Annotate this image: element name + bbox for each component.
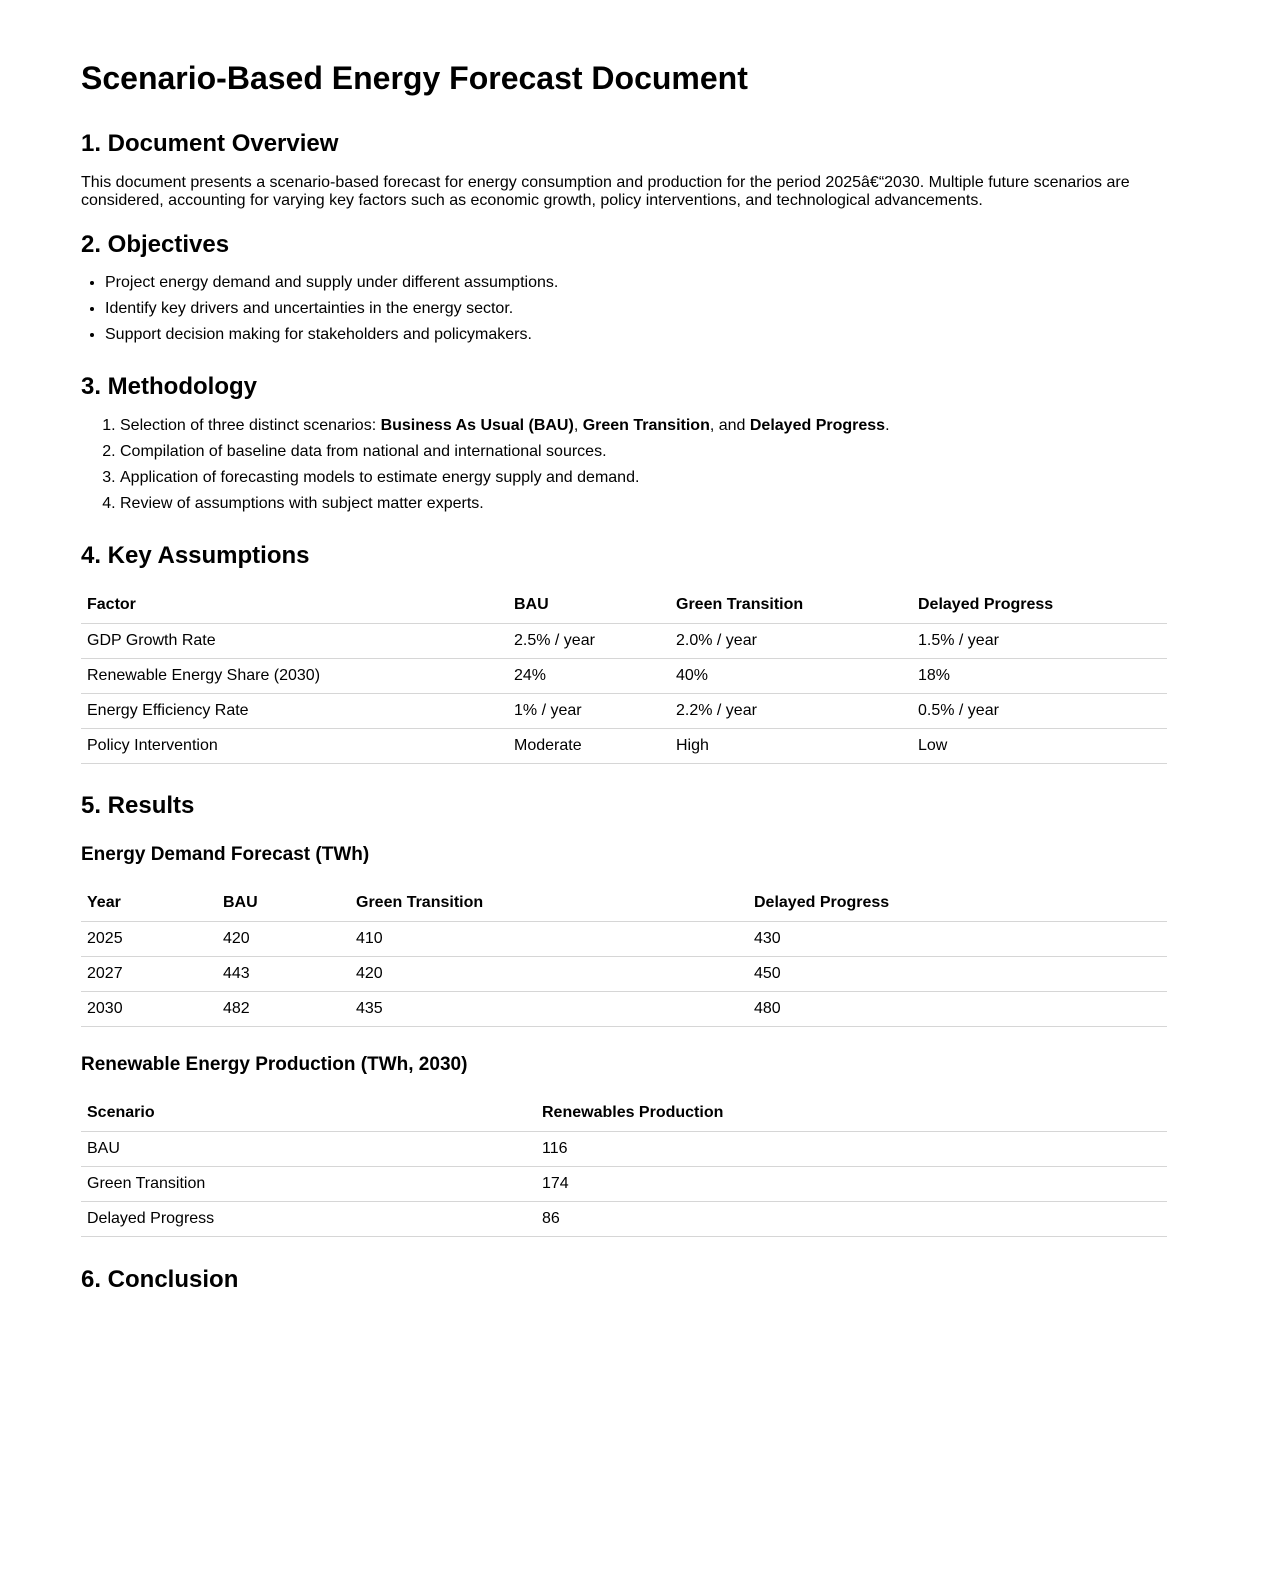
- column-header: Year: [81, 885, 217, 922]
- objectives-heading: 2. Objectives: [81, 231, 230, 258]
- table-cell: 420: [350, 957, 748, 992]
- step-text: ,: [573, 417, 583, 434]
- demand-forecast-heading: Energy Demand Forecast (TWh): [81, 844, 370, 865]
- table-header-row: [81, 587, 1167, 624]
- scenario-bau-name: Business As Usual (BAU): [380, 417, 574, 434]
- column-header: Delayed Progress: [748, 885, 1167, 922]
- table-row: [81, 1167, 1167, 1202]
- table-cell: 2027: [81, 957, 217, 992]
- table-header-row: [81, 885, 1167, 922]
- demand-forecast-table: [81, 885, 1167, 1027]
- column-header: Green Transition: [670, 587, 912, 624]
- table-cell: Energy Efficiency Rate: [81, 694, 508, 729]
- table-cell: 2025: [81, 922, 217, 957]
- table-row: [81, 992, 1167, 1027]
- assumptions-table: [81, 587, 1167, 764]
- renewables-production-heading: Renewable Energy Production (TWh, 2030): [81, 1054, 468, 1075]
- table-header-row: [81, 1095, 1167, 1132]
- section-methodology: [81, 372, 1166, 513]
- table-cell: 435: [350, 992, 748, 1027]
- table-cell: 430: [748, 922, 1167, 957]
- methodology-step: 3. Application of forecasting models to estimate energy supply and demand.: [120, 469, 1166, 487]
- table-cell: Moderate: [508, 729, 670, 764]
- column-header: Scenario: [81, 1095, 536, 1132]
- section-key-assumptions: [81, 541, 1166, 764]
- scenario-delayed-name: Delayed Progress: [749, 417, 886, 434]
- column-header: Green Transition: [350, 885, 748, 922]
- table-cell: Renewable Energy Share (2030): [81, 659, 508, 694]
- table-cell: 24%: [508, 659, 670, 694]
- column-header: Renewables Production: [536, 1095, 1167, 1132]
- table-row: [81, 1132, 1167, 1167]
- table-cell: 0.5% / year: [912, 694, 1167, 729]
- conclusion-heading: 6. Conclusion: [81, 1266, 239, 1293]
- table-cell: 116: [536, 1132, 1167, 1167]
- renewables-production-table: [81, 1095, 1167, 1237]
- column-header: BAU: [508, 587, 670, 624]
- overview-heading: 1. Document Overview: [81, 130, 339, 157]
- table-cell: 1% / year: [508, 694, 670, 729]
- objectives-list: [81, 274, 1166, 344]
- document-title: Scenario-Based Energy Forecast Document: [81, 60, 748, 96]
- methodology-step: [120, 417, 1166, 435]
- section-overview: [81, 129, 1166, 210]
- section-objectives: [81, 230, 1166, 344]
- section-results: [81, 791, 1166, 1237]
- table-cell: Delayed Progress: [81, 1202, 536, 1237]
- methodology-step: 4. Review of assumptions with subject matter experts.: [120, 495, 1166, 513]
- table-cell: 2.5% / year: [508, 624, 670, 659]
- section-conclusion: [81, 1265, 1166, 1295]
- table-cell: 2.0% / year: [670, 624, 912, 659]
- table-cell: 40%: [670, 659, 912, 694]
- table-row: [81, 624, 1167, 659]
- table-row: [81, 694, 1167, 729]
- table-cell: High: [670, 729, 912, 764]
- column-header: Delayed Progress: [912, 587, 1167, 624]
- table-cell: Low: [912, 729, 1167, 764]
- table-cell: 443: [217, 957, 350, 992]
- column-header: Factor: [81, 587, 508, 624]
- table-cell: GDP Growth Rate: [81, 624, 508, 659]
- overview-text: This document presents a scenario-based forecast for energy consumption and production for the period 2025â€“2030. Multiple future scenarios are considered, accounting for varying key factors such as economic growth, policy interventions, and technological advancements.: [81, 174, 1130, 209]
- step-text: Selection of three distinct scenarios:: [120, 417, 381, 434]
- table-cell: 420: [217, 922, 350, 957]
- objective-item: • Project energy demand and supply under different assumptions.: [105, 274, 1166, 292]
- table-cell: 2030: [81, 992, 217, 1027]
- table-row: [81, 729, 1167, 764]
- table-cell: 450: [748, 957, 1167, 992]
- table-cell: 86: [536, 1202, 1167, 1237]
- table-row: [81, 922, 1167, 957]
- scenario-green-name: Green Transition: [582, 417, 710, 434]
- table-cell: Green Transition: [81, 1167, 536, 1202]
- objective-item: • Support decision making for stakeholders and policymakers.: [105, 326, 1166, 344]
- methodology-list: [81, 417, 1166, 513]
- table-cell: 1.5% / year: [912, 624, 1167, 659]
- table-row: [81, 659, 1167, 694]
- table-cell: 482: [217, 992, 350, 1027]
- table-cell: 174: [536, 1167, 1167, 1202]
- table-cell: 2.2% / year: [670, 694, 912, 729]
- table-cell: 18%: [912, 659, 1167, 694]
- step-text: , and: [709, 417, 750, 434]
- table-row: [81, 1202, 1167, 1237]
- objective-item: • Identify key drivers and uncertainties in the energy sector.: [105, 300, 1166, 318]
- table-cell: Policy Intervention: [81, 729, 508, 764]
- step-text: .: [885, 417, 890, 434]
- column-header: BAU: [217, 885, 350, 922]
- methodology-step: 2. Compilation of baseline data from national and international sources.: [120, 443, 1166, 461]
- table-cell: BAU: [81, 1132, 536, 1167]
- table-row: [81, 957, 1167, 992]
- methodology-heading: 3. Methodology: [81, 373, 257, 400]
- table-cell: 480: [748, 992, 1167, 1027]
- table-cell: 410: [350, 922, 748, 957]
- assumptions-heading: 4. Key Assumptions: [81, 542, 310, 569]
- results-heading: 5. Results: [81, 792, 195, 819]
